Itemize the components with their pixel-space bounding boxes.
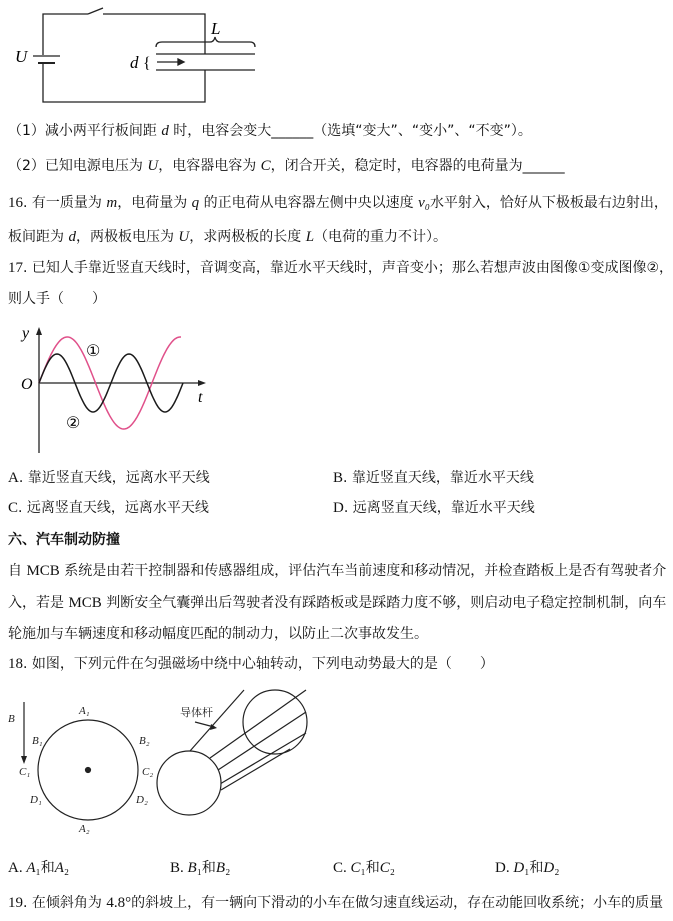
text-segment: . 远离竖直天线，远离水平天线 [18, 500, 209, 516]
text-segment: . 有一质量为 [23, 195, 107, 211]
text-segment: ，电荷量为 [117, 195, 192, 211]
point-d2: D₂ [136, 794, 148, 806]
text-segment: ₂ [225, 860, 231, 876]
text-segment: MCB [68, 595, 102, 611]
text-segment: （2）已知电源电压为 [8, 158, 148, 174]
rotating-coil-figure [21, 690, 307, 820]
variable: A [26, 860, 36, 876]
switch-blade [88, 8, 103, 14]
variable: C [379, 860, 390, 876]
voltage-label: U [15, 47, 28, 66]
text-segment: ₁ [196, 860, 202, 876]
variable: C [350, 860, 361, 876]
text-segment: 和 [201, 860, 216, 876]
y-axis-arrow-icon [36, 327, 42, 335]
text-segment: 轮施加与车辆速度和移动幅度匹配的制动力，以防止二次事故发生。 [8, 626, 428, 642]
lines-line [8, 469, 210, 487]
text-segment: B. [170, 860, 188, 876]
length-label: L [211, 19, 221, 38]
distance-label: d [130, 53, 139, 72]
q18-options-line [8, 859, 69, 877]
text-segment: ，闭合开关，稳定时，电容器的电荷量为______ [270, 158, 565, 174]
text-segment: . 已知人手靠近竖直天线时，音调变高，靠近水平天线时，声音变小；那么若想声波由图像①变成图像②， [23, 260, 673, 276]
lines-line [8, 290, 106, 308]
y-axis-label: y [22, 325, 30, 342]
text-segment: 17 [8, 260, 23, 276]
text-segment: 和 [529, 860, 544, 876]
text-segment: 4.8° [106, 895, 132, 911]
variable: B [215, 860, 226, 876]
origin-label: O [21, 376, 33, 393]
t-axis-arrow-icon [198, 380, 206, 386]
lines-line [8, 228, 447, 246]
text-segment: 判断安全气囊弹出后驾驶者没有踩踏板或是踩踏力度不够，则启动电子稳定控制机制，向车 [101, 595, 667, 611]
text-segment: 板间距为 [8, 229, 69, 245]
text-segment: （1）减小两平行板间距 [8, 123, 162, 139]
text-segment: . 靠近竖直天线，远离水平天线 [18, 470, 210, 486]
lines-line [8, 122, 532, 140]
text-segment: . 靠近竖直天线，靠近水平天线 [343, 470, 534, 486]
text-segment: 和 [40, 860, 55, 876]
lines-line [8, 894, 663, 912]
variable: U [147, 158, 159, 174]
q18-options-line [495, 859, 560, 877]
lines-line [8, 531, 120, 549]
text-segment: ，电容器电容为 [158, 158, 261, 174]
lines-line [8, 259, 673, 277]
text-segment: 入，若是 [8, 595, 69, 611]
text-segment: 的正电荷从电容器左侧中央以速度 [199, 195, 419, 211]
lines-line [8, 157, 565, 175]
cylinder-back-circle [243, 690, 307, 754]
field-label: B [8, 713, 15, 725]
text-segment: C [8, 500, 19, 516]
text-segment: 水平射入，恰好从下极板最右边射出， [429, 195, 668, 211]
text-segment: D. [495, 860, 514, 876]
lines-line [8, 655, 494, 673]
text-segment: 系统是由若干控制器和传感器组成，评估汽车当前速度和移动情况，并检查踏板上是否有驾驶者介 [59, 563, 667, 579]
text-segment: B [333, 470, 344, 486]
variable: d [161, 123, 169, 139]
right-lines-line [333, 469, 534, 487]
text-segment: ₂ [389, 860, 396, 876]
text-segment: ₂ [63, 860, 70, 876]
variable: C [260, 158, 271, 174]
variable: D [513, 860, 525, 876]
variable: v₀ [418, 195, 430, 211]
variable: A [54, 860, 64, 876]
text-segment: 19 [8, 895, 23, 911]
text-segment: . 如图，下列元件在匀强磁场中绕中心轴转动，下列电动势最大的是（ ） [23, 656, 494, 672]
wave-graph [20, 325, 206, 453]
wave-2-label: ② [66, 415, 81, 432]
lines-line [8, 499, 209, 517]
rod-label: 导体杆 [180, 706, 213, 719]
text-segment: 和 [365, 860, 380, 876]
point-d1: D₁ [30, 794, 42, 806]
text-segment: ，求两极板的长度 [189, 229, 306, 245]
brace-icon: { [143, 55, 151, 72]
variable: L [305, 229, 315, 245]
point-b2: B₂ [139, 735, 150, 747]
text-segment: 六、汽车制动防撞 [8, 532, 120, 548]
variable: U [178, 229, 190, 245]
variable: d [68, 229, 76, 245]
text-segment: A [8, 470, 19, 486]
right-lines-line [333, 499, 535, 517]
point-c1: C₁ [19, 766, 31, 778]
text-segment: D [333, 500, 344, 516]
text-segment: 自 [8, 563, 27, 579]
q18-options-line [333, 859, 395, 877]
variable: D [543, 860, 555, 876]
lines-line [8, 594, 666, 612]
variable: m [106, 195, 118, 211]
variable: B [187, 860, 197, 876]
text-segment: 时，电容会变大______（选填“变大”、“变小”、“不变”）。 [168, 123, 532, 139]
text-segment: ₂ [554, 860, 560, 876]
arrow-icon [178, 59, 184, 65]
lines-line [8, 562, 666, 580]
text-segment: ，两极板电压为 [75, 229, 179, 245]
text-segment: C. [333, 860, 351, 876]
field-arrow-icon [21, 756, 27, 764]
point-a1: A₁ [79, 705, 90, 717]
text-segment: 则人手（ ） [8, 291, 106, 307]
lines-line [8, 625, 428, 643]
text-segment: ₁ [524, 860, 530, 876]
text-segment: ₁ [35, 860, 41, 876]
text-segment: 的斜坡上，有一辆向下滑动的小车在做匀速直线运动，存在动能回收系统；小车的质量 [131, 895, 664, 911]
point-a2: A₂ [79, 823, 90, 835]
point-c2: C₂ [142, 766, 154, 778]
text-segment: . 在倾斜角为 [23, 895, 107, 911]
text-segment: 18 [8, 656, 23, 672]
axis-dot [86, 768, 91, 773]
point-b1: B₁ [32, 735, 43, 747]
text-segment: 16 [8, 195, 23, 211]
text-segment: （电荷的重力不计）。 [314, 229, 448, 245]
t-axis-label: t [198, 389, 203, 406]
text-segment: MCB [26, 563, 60, 579]
lines-line [8, 194, 668, 212]
text-segment: . 远离竖直天线，靠近水平天线 [343, 500, 535, 516]
wave-1-label: ① [86, 343, 101, 360]
q18-options-line [170, 859, 230, 877]
text-segment: A. [8, 860, 27, 876]
cylinder-front-circle [157, 751, 221, 815]
text-segment: ₁ [360, 860, 366, 876]
variable: q [191, 195, 200, 211]
